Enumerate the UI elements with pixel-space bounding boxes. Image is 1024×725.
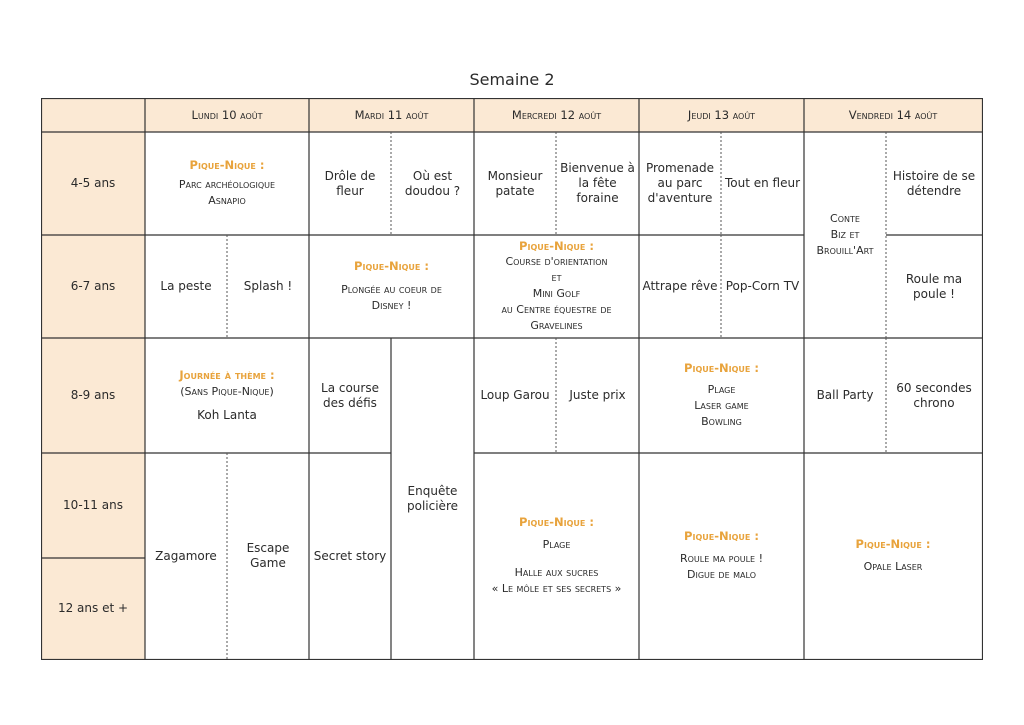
activity-line: (Sans Pique-Nique) xyxy=(180,384,274,398)
theme-day-label: Journée à thème : xyxy=(179,368,275,383)
activity-line: Digue de malo xyxy=(687,568,756,582)
mardi-10-plus-activity: Secret story xyxy=(313,548,387,563)
jeudi-4-5-activity-b: Tout en fleur xyxy=(724,176,801,190)
lundi-6-7-activity-a: La peste xyxy=(160,279,212,293)
activity-line: Course d'orientation xyxy=(505,254,608,268)
activity-line: Gravelines xyxy=(530,318,583,332)
mercredi-4-5-activity-a: Monsieur patate xyxy=(487,168,543,198)
activity-line: Plage xyxy=(542,538,571,552)
vendredi-8-9-activity-a: Ball Party xyxy=(816,388,874,402)
activity-line: « Le môle et ses secrets » xyxy=(491,582,622,596)
lundi-10-plus-activity-b: Escape Game xyxy=(246,541,290,570)
age-6-7: 6-7 ans xyxy=(41,235,145,338)
activity-line: Roule ma poule ! xyxy=(679,552,764,566)
vendredi-6-7-activity-b: Roule ma poule ! xyxy=(905,271,963,301)
header-mardi: Mardi 11 août xyxy=(309,98,474,132)
jeudi-6-7-activity-a: Attrape rêve xyxy=(642,279,718,293)
activity-line: et xyxy=(551,270,562,284)
mercredi-4-5-activity-b: Bienvenue à la fête foraine xyxy=(560,161,635,205)
activity-line: Plongée au coeur de xyxy=(341,282,442,296)
mardi-8-plus-activity-b: Enquête policière xyxy=(407,483,458,513)
age-12-plus: 12 ans et + xyxy=(41,558,145,659)
header-lundi: Lundi 10 août xyxy=(145,98,309,132)
age-8-9: 8-9 ans xyxy=(41,338,145,453)
mercredi-8-9-activity-a: Loup Garou xyxy=(480,388,550,402)
activity-line: Bowling xyxy=(701,414,742,428)
age-10-11: 10-11 ans xyxy=(41,453,145,558)
pique-nique-label: Pique-Nique : xyxy=(684,361,759,376)
lundi-10-plus-activity-a: Zagamore xyxy=(155,548,217,563)
mardi-4-5-activity-a: Drôle de fleur xyxy=(324,168,376,198)
mardi-8-9-activity: La course des défis xyxy=(321,380,379,410)
mardi-4-5-activity-b: Où est doudou ? xyxy=(404,168,461,198)
activity-line: Conte xyxy=(830,212,860,226)
activity-line: Koh Lanta xyxy=(197,407,257,422)
table-grid-lines xyxy=(41,98,983,660)
pique-nique-label: Pique-Nique : xyxy=(684,528,759,543)
activity-line: Plage xyxy=(707,382,736,396)
jeudi-4-5-activity-a: Promenade au parc d'aventure xyxy=(645,161,715,205)
page-title: Semaine 2 xyxy=(469,70,555,89)
pique-nique-label: Pique-Nique : xyxy=(519,514,594,529)
activity-line: Parc archéologique xyxy=(178,177,276,191)
mercredi-8-9-activity-b: Juste prix xyxy=(569,388,626,402)
vendredi-8-9-activity-b: 60 secondes chrono xyxy=(896,380,972,410)
lundi-6-7-activity-b: Splash ! xyxy=(243,279,293,293)
activity-line: Biz et xyxy=(830,228,860,242)
age-4-5: 4-5 ans xyxy=(41,132,145,235)
jeudi-6-7-activity-b: Pop-Corn TV xyxy=(725,279,800,293)
activity-line: Halle aux sucres xyxy=(514,566,599,580)
pique-nique-label: Pique-Nique : xyxy=(855,536,931,551)
activity-line: Laser game xyxy=(694,398,749,412)
pique-nique-label: Pique-Nique : xyxy=(354,259,429,274)
activity-line: Asnapio xyxy=(208,193,246,207)
activity-line: Brouill'Art xyxy=(816,243,874,257)
activity-line: Mini Golf xyxy=(532,286,581,300)
header-vendredi: Vendredi 14 août xyxy=(804,98,982,132)
activity-line: Opale Laser xyxy=(863,560,923,574)
activity-line: au Centre équestre de xyxy=(501,302,612,316)
header-mercredi: Mercredi 12 août xyxy=(474,98,639,132)
vendredi-4-5-activity-b: Histoire de se détendre xyxy=(892,168,976,198)
pique-nique-label: Pique-Nique : xyxy=(519,239,594,254)
activity-line: Disney ! xyxy=(371,298,412,312)
header-jeudi: Jeudi 13 août xyxy=(639,98,804,132)
pique-nique-label: Pique-Nique : xyxy=(189,158,265,173)
